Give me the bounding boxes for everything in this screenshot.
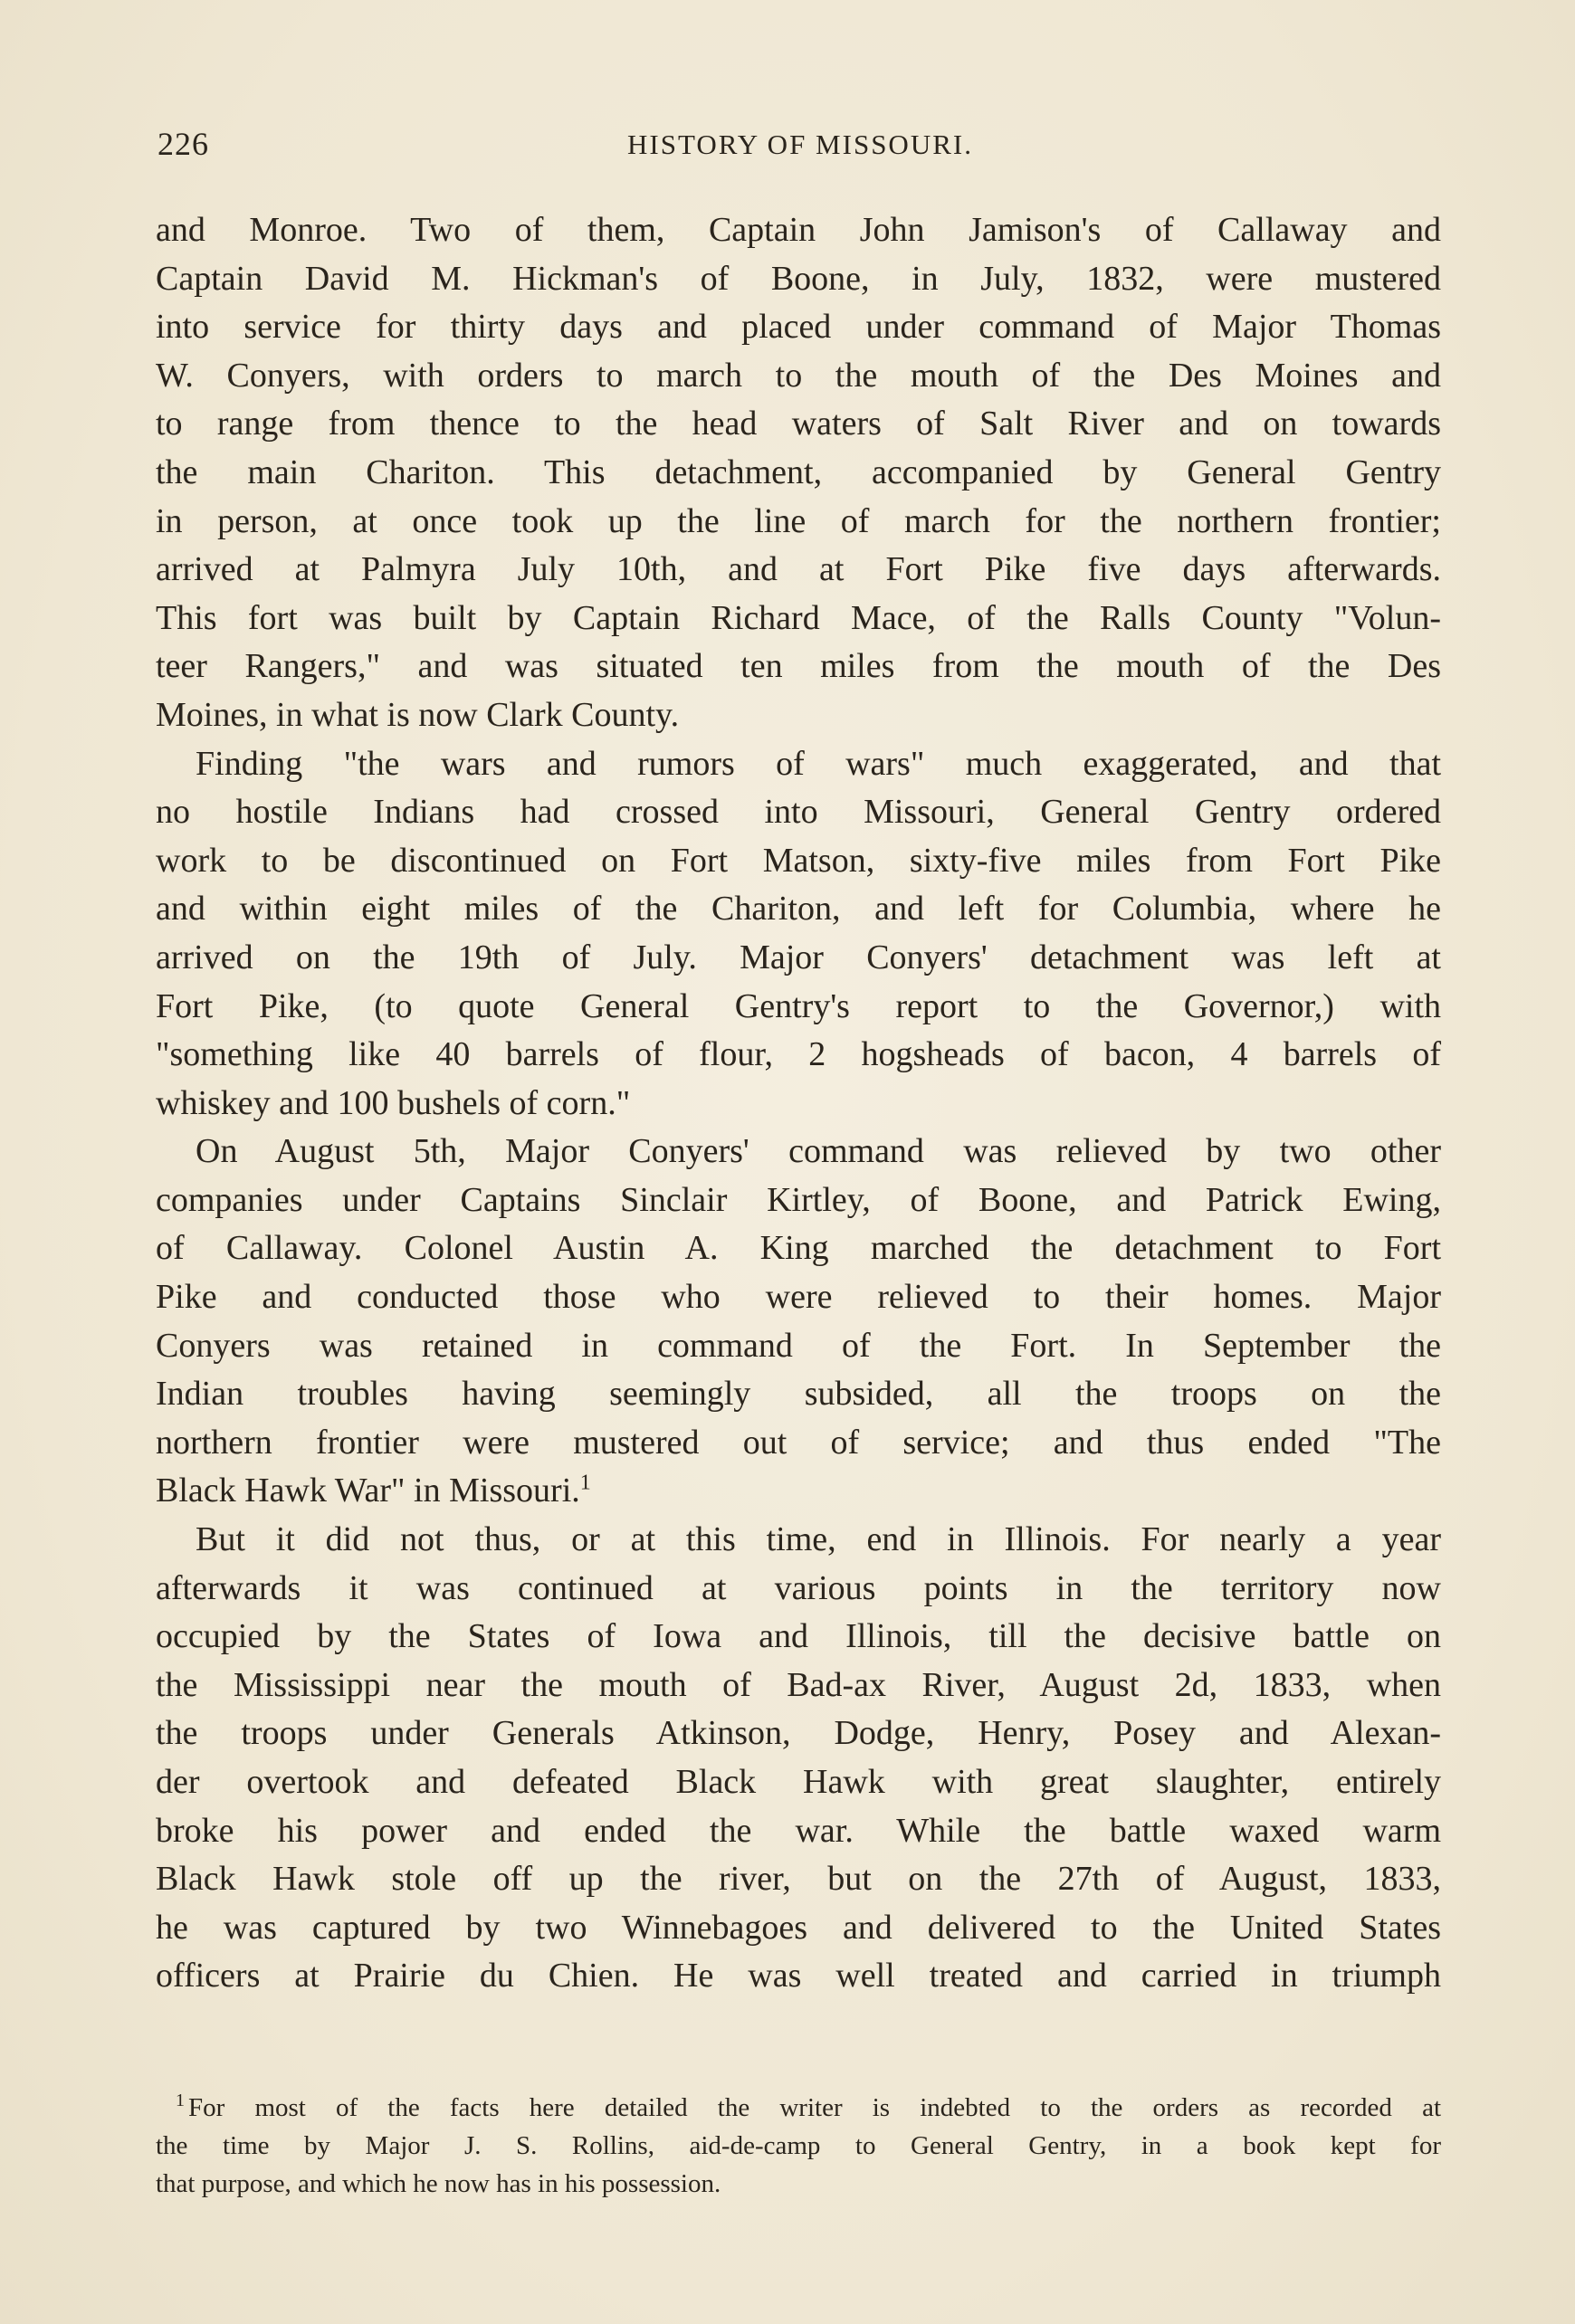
text-line: afterwards it was continued at various points in the territory now: [156, 1568, 1441, 1607]
text-line: "something like 40 barrels of flour, 2 hogsheads of bacon, 4 barrels of: [156, 1035, 1441, 1074]
text-line: whiskey and 100 bushels of corn.": [156, 1083, 631, 1122]
text-line: the main Chariton. This detachment, accompanied by General Gentry: [156, 452, 1441, 491]
text-line: Black Hawk stole off up the river, but on the 27th of August, 1833,: [156, 1860, 1441, 1899]
body-text: [156, 206, 1441, 2001]
text-line: to range from thence to the head waters of Salt River and on towards: [156, 405, 1441, 443]
text-line: arrived at Palmyra July 10th, and at Fort Pike five days afterwards.: [156, 550, 1441, 589]
text-line: the troops under Generals Atkinson, Dodge, Henry, Posey and Alexan-: [156, 1714, 1441, 1753]
running-title: HISTORY OF MISSOURI.: [627, 129, 973, 160]
text-line: of Callaway. Colonel Austin A. King marched the detachment to Fort: [156, 1229, 1441, 1268]
text-line: This fort was built by Captain Richard Mace, of the Ralls County "Volun-: [156, 598, 1441, 637]
text-line: broke his power and ended the war. While the battle waxed warm: [156, 1811, 1441, 1850]
text-line: no hostile Indians had crossed into Missouri, General Gentry ordered: [156, 793, 1441, 832]
text-line: companies under Captains Sinclair Kirtley, of Boone, and Patrick Ewing,: [156, 1180, 1441, 1219]
text-line: Fort Pike, (to quote General Gentry's report to the Governor,) with: [156, 986, 1441, 1025]
text-line: teer Rangers," and was situated ten miles from the mouth of the Des: [156, 647, 1441, 686]
text-line: Pike and conducted those who were relieved to their homes. Major: [156, 1278, 1441, 1317]
text-line: Moines, in what is now Clark County.: [156, 695, 680, 734]
text-line: W. Conyers, with orders to march to the mouth of the Des Moines and: [156, 356, 1441, 395]
footnote-reference: 1: [579, 1471, 591, 1495]
text-line: northern frontier were mustered out of service; and thus ended "The: [156, 1423, 1441, 1462]
text-line: Conyers was retained in command of the Fort. In September the: [156, 1326, 1441, 1365]
text-line: Captain David M. Hickman's of Boone, in July, 1832, were mustered: [156, 259, 1441, 298]
text-line: the Mississippi near the mouth of Bad-ax River, August 2d, 1833, when: [156, 1665, 1441, 1704]
text-line: he was captured by two Winnebagoes and delivered to the United States: [156, 1908, 1441, 1947]
footnote: [156, 2089, 1441, 2203]
text-line: occupied by the States of Iowa and Illinois, till the decisive battle on: [156, 1617, 1441, 1656]
footnote-marker: 1: [176, 2091, 185, 2111]
text-line: in person, at once took up the line of march for the northern frontier;: [156, 501, 1441, 540]
text-line: officers at Prairie du Chien. He was well treated and carried in triumph: [156, 1957, 1441, 1995]
text-line: der overtook and defeated Black Hawk with great slaughter, entirely: [156, 1763, 1441, 1801]
page-number: 226: [158, 126, 209, 162]
paragraph-start-line: On August 5th, Major Conyers' command was relieved by two other: [196, 1132, 1441, 1171]
footnote-line: that purpose, and which he now has in his possession.: [156, 2169, 721, 2198]
text-line: and Monroe. Two of them, Captain John Jamison's of Callaway and: [156, 211, 1441, 249]
paragraph-start-line: But it did not thus, or at this time, end in Illinois. For nearly a year: [196, 1520, 1441, 1559]
text-line: and within eight miles of the Chariton, and left for Columbia, where he: [156, 890, 1441, 929]
text-line: Black Hawk War" in Missouri.: [156, 1472, 580, 1510]
text-line: arrived on the 19th of July. Major Conyers' detachment was left at: [156, 938, 1441, 976]
footnote-line: the time by Major J. S. Rollins, aid-de-camp to General Gentry, in a book kept for: [156, 2131, 1441, 2160]
text-line: work to be discontinued on Fort Matson, sixty-five miles from Fort Pike: [156, 841, 1441, 880]
footnote-text: For most of the facts here detailed the writer is indebted to the orders as recorded at: [188, 2093, 1441, 2122]
page-header: [158, 125, 1443, 179]
footnote-line: [156, 2089, 1441, 2127]
text-line: Indian troubles having seemingly subsided, all the troops on the: [156, 1375, 1441, 1414]
text-line-with-footnote-ref: [156, 1467, 1441, 1516]
text-line: into service for thirty days and placed under command of Major Thomas: [156, 308, 1441, 347]
paragraph-start-line: Finding "the wars and rumors of wars" much exaggerated, and that: [196, 744, 1441, 783]
